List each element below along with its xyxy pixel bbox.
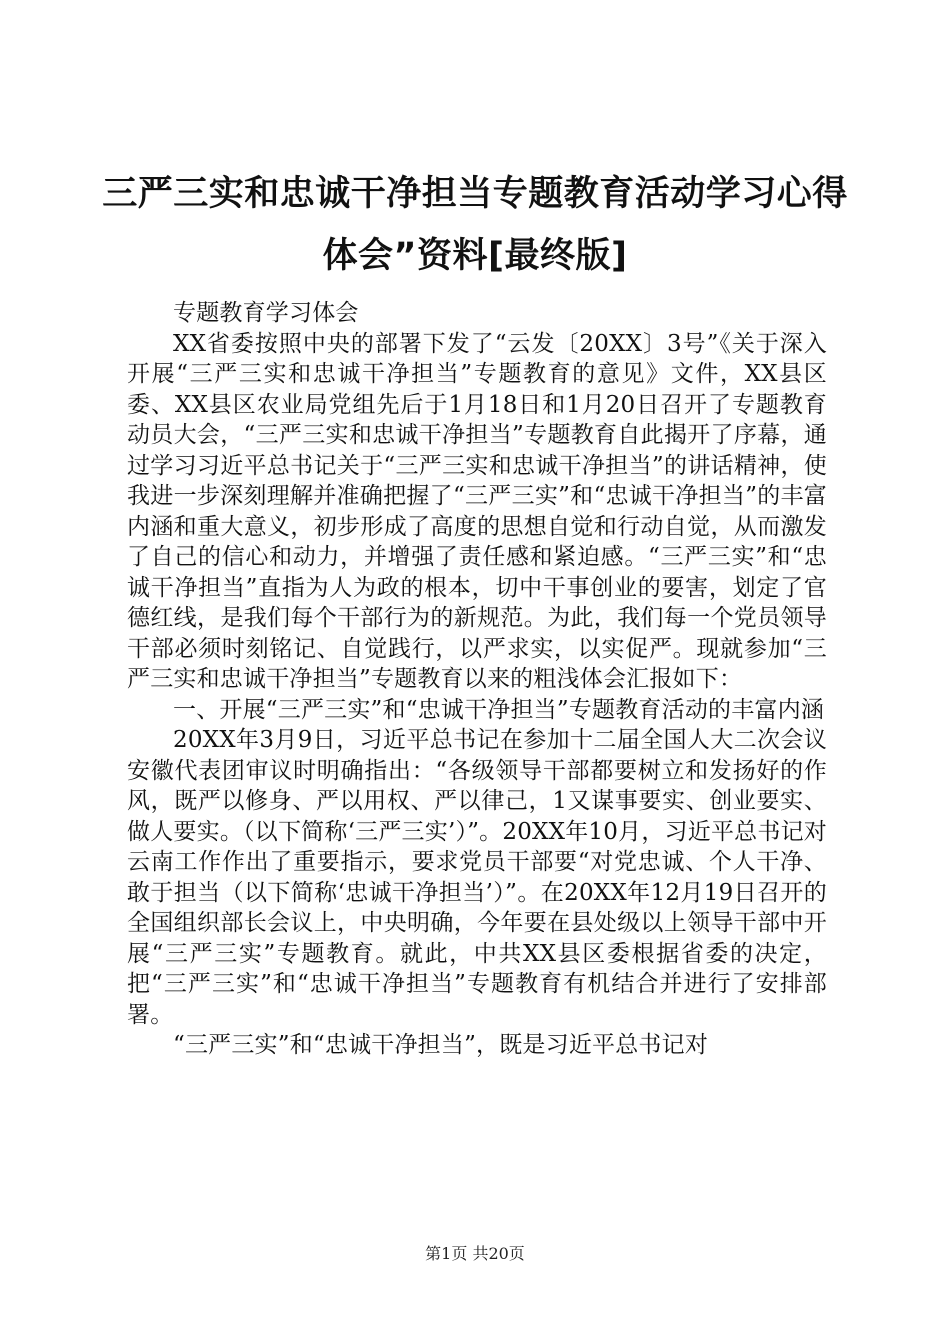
paragraph-subtitle: 专题教育学习体会 bbox=[173, 300, 359, 326]
page-footer: 第1页 共20页 bbox=[425, 1244, 525, 1263]
paragraph-continuation: “三严三实”和“忠诚干净担当”，既是习近平总书记对 bbox=[173, 1032, 709, 1058]
section-heading-1: 一、开展“三严三实”和“忠诚干净担当”专题教育活动的丰富内涵 bbox=[173, 696, 825, 723]
paragraph-intro: XX省委按照中央的部署下发了“云发〔20XX〕3号”《关于深入开展“三严三实和忠诚干净担当”专题教育的意见》文件，XX县区委、XX县区农业局党组先后于1月18日和1月20日召开了专题教育动员大会，“三严三实和忠诚干净担当”专题教育自此揭开了序幕，通过学习习近平总书记关于“三严三实和忠诚干净担当”的讲话精神，使我进一步深刻理解并准确把握了“三严三实”和“忠诚干净担当”的丰富内涵和重大意义，初步形成了高度的思想自觉和行动自觉，从而激发了自己的信心和动力，并增强了责任感和紧迫感。“三严三实”和“忠诚干净担当”直指为人为政的根本，切中干事创业的要害，划定了官德红线，是我们每个干部行为的新规范。为此，我们每一个党员领导干部必须时刻铭记、自觉践行，以严求实，以实促严。现就参加“三严三实和忠诚干净担当”专题教育以来的粗浅体会汇报如下： bbox=[127, 330, 827, 692]
document-body bbox=[127, 298, 827, 1061]
paragraph-background: 20XX年3月9日，习近平总书记在参加十二届全国人大二次会议安徽代表团审议时明确指出：“各级领导干部都要树立和发扬好的作风，既严以修身、严以用权、严以律己，1又谋事要实、创业要实、做人要实。（以下简称‘三严三实’）”。20XX年10月，习近平总书记对云南工作作出了重要指示，要求党员干部要“对党忠诚、个人干净、敢于担当（以下简称‘忠诚干净担当’）”。在20XX年12月19日召开的全国组织部长会议上，中央明确，今年要在县处级以上领导干部中开展“三严三实”专题教育。就此，中共XX县区委根据省委的决定，把“三严三实”和“忠诚干净担当”专题教育有机结合并进行了安排部署。 bbox=[127, 727, 827, 1028]
document-title: 三严三实和忠诚干净担当专题教育活动学习心得体会”资料[最终版] bbox=[102, 174, 848, 276]
